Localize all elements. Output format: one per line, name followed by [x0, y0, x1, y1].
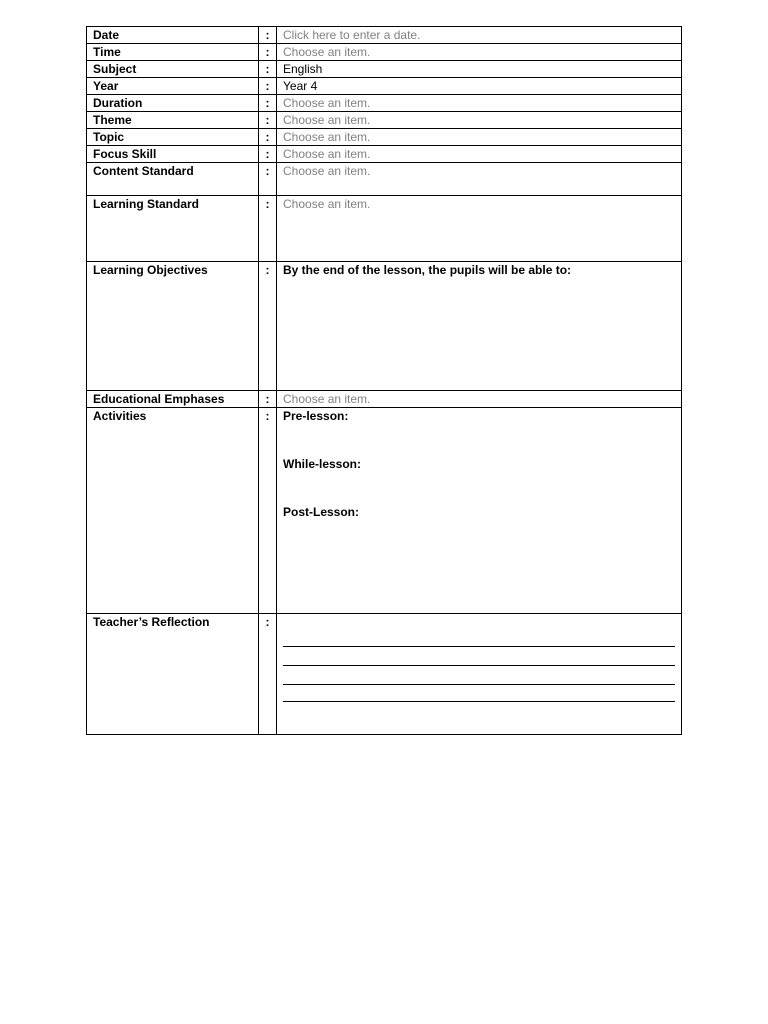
row-duration	[87, 95, 682, 112]
post-lesson-heading: Post-Lesson:	[283, 505, 360, 519]
row-subject	[87, 61, 682, 78]
reflection-line[interactable]	[283, 666, 675, 685]
theme-dropdown[interactable]: Choose an item.	[277, 112, 682, 129]
focus-skill-dropdown[interactable]: Choose an item.	[277, 146, 682, 163]
reflection-line[interactable]	[283, 647, 675, 666]
row-topic	[87, 129, 682, 146]
teachers-reflection-label: Teacher’s Reflection	[87, 614, 259, 735]
row-year	[87, 78, 682, 95]
colon: :	[259, 78, 277, 95]
reflection-line[interactable]	[283, 685, 675, 702]
colon: :	[259, 44, 277, 61]
year-label: Year	[87, 78, 259, 95]
colon: :	[259, 112, 277, 129]
time-label: Time	[87, 44, 259, 61]
lesson-plan-sheet	[86, 26, 682, 735]
row-learning-standard	[87, 196, 682, 262]
colon: :	[259, 129, 277, 146]
duration-dropdown[interactable]: Choose an item.	[277, 95, 682, 112]
row-learning-objectives	[87, 262, 682, 391]
educational-emphases-label: Educational Emphases	[87, 391, 259, 408]
colon: :	[259, 27, 277, 44]
focus-skill-label: Focus Skill	[87, 146, 259, 163]
topic-dropdown[interactable]: Choose an item.	[277, 129, 682, 146]
learning-objectives-field[interactable]: By the end of the lesson, the pupils will be able to:	[277, 262, 682, 391]
learning-standard-label: Learning Standard	[87, 196, 259, 262]
topic-label: Topic	[87, 129, 259, 146]
row-educational-emphases	[87, 391, 682, 408]
row-time	[87, 44, 682, 61]
learning-standard-dropdown[interactable]: Choose an item.	[277, 196, 682, 262]
colon: :	[259, 391, 277, 408]
colon: :	[259, 408, 277, 614]
subject-label: Subject	[87, 61, 259, 78]
activities-label: Activities	[87, 408, 259, 614]
learning-objectives-label: Learning Objectives	[87, 262, 259, 391]
pre-lesson-heading: Pre-lesson:	[283, 409, 349, 423]
colon: :	[259, 95, 277, 112]
row-content-standard	[87, 163, 682, 196]
colon: :	[259, 262, 277, 391]
date-label: Date	[87, 27, 259, 44]
date-field[interactable]: Click here to enter a date.	[277, 27, 682, 44]
teachers-reflection-field[interactable]	[277, 614, 682, 735]
educational-emphases-dropdown[interactable]: Choose an item.	[277, 391, 682, 408]
colon: :	[259, 61, 277, 78]
row-focus-skill	[87, 146, 682, 163]
content-standard-dropdown[interactable]: Choose an item.	[277, 163, 682, 196]
colon: :	[259, 146, 277, 163]
colon: :	[259, 614, 277, 735]
row-date	[87, 27, 682, 44]
reflection-line[interactable]	[283, 614, 675, 647]
reflection-line[interactable]	[283, 702, 675, 734]
theme-label: Theme	[87, 112, 259, 129]
activities-field[interactable]	[277, 408, 682, 614]
row-activities	[87, 408, 682, 614]
colon: :	[259, 196, 277, 262]
content-standard-label: Content Standard	[87, 163, 259, 196]
year-field[interactable]: Year 4	[277, 78, 682, 95]
duration-label: Duration	[87, 95, 259, 112]
lesson-plan-table	[86, 26, 682, 735]
row-theme	[87, 112, 682, 129]
row-teachers-reflection	[87, 614, 682, 735]
while-lesson-heading: While-lesson:	[283, 457, 362, 471]
reflection-lines	[283, 614, 675, 734]
colon: :	[259, 163, 277, 196]
time-dropdown[interactable]: Choose an item.	[277, 44, 682, 61]
subject-field[interactable]: English	[277, 61, 682, 78]
